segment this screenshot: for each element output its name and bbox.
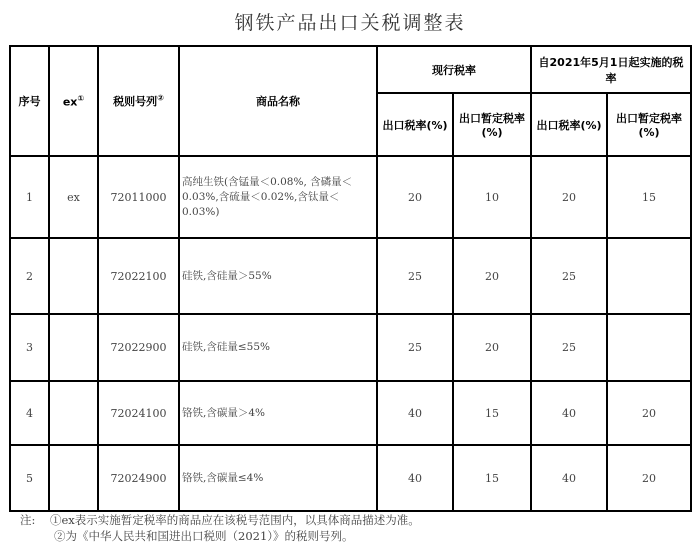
cell-new-export: 25: [531, 314, 607, 381]
cell-cur-temp: 15: [453, 445, 531, 511]
cell-ex: ex: [49, 156, 98, 238]
header-new-rate: 自2021年5月1日起实施的税率: [531, 46, 691, 93]
header-code: 税则号列②: [98, 46, 179, 156]
header-ex: ex①: [49, 46, 98, 156]
header-cur-temp: 出口暂定税率(%): [453, 93, 531, 156]
cell-seq: 5: [10, 445, 49, 511]
cell-cur-temp: 20: [453, 314, 531, 381]
cell-name: 铬铁,含碳量≤4%: [179, 445, 377, 511]
page-title: 钢铁产品出口关税调整表: [234, 12, 466, 34]
header-new-export: 出口税率(%): [531, 93, 607, 156]
header-current-rate: 现行税率: [377, 46, 531, 93]
cell-code: 72022100: [98, 238, 179, 314]
header-cur-export: 出口税率(%): [377, 93, 453, 156]
notes-label: 注:: [20, 513, 36, 527]
header-new-temp: 出口暂定税率(%): [607, 93, 691, 156]
table-row: [10, 238, 691, 314]
cell-new-temp: [607, 238, 691, 314]
cell-code: 72024100: [98, 381, 179, 445]
cell-cur-export: 40: [377, 445, 453, 511]
table-row: [10, 381, 691, 445]
cell-name: 高纯生铁(含锰量＜0.08%, 含磷量＜0.03%,含硫量＜0.02%,含钛量＜0.03%): [179, 156, 377, 238]
notes: [20, 512, 420, 544]
header-seq: 序号: [10, 46, 49, 156]
cell-seq: 3: [10, 314, 49, 381]
cell-new-export: 40: [531, 381, 607, 445]
tariff-table: [9, 45, 692, 512]
cell-new-export: 25: [531, 238, 607, 314]
cell-code: 72022900: [98, 314, 179, 381]
cell-new-temp: 20: [607, 445, 691, 511]
cell-ex: [49, 381, 98, 445]
cell-ex: [49, 314, 98, 381]
header-name: 商品名称: [179, 46, 377, 156]
cell-new-temp: 15: [607, 156, 691, 238]
table-row: [10, 156, 691, 238]
cell-cur-export: 40: [377, 381, 453, 445]
cell-cur-temp: 10: [453, 156, 531, 238]
cell-new-export: 40: [531, 445, 607, 511]
cell-ex: [49, 445, 98, 511]
cell-name: 硅铁,含硅量≤55%: [179, 314, 377, 381]
cell-cur-temp: 20: [453, 238, 531, 314]
cell-new-temp: 20: [607, 381, 691, 445]
table-row: [10, 445, 691, 511]
cell-cur-export: 20: [377, 156, 453, 238]
cell-code: 72011000: [98, 156, 179, 238]
cell-new-export: 20: [531, 156, 607, 238]
note-1: ①ex表示实施暂定税率的商品应在该税号范围内，以具体商品描述为准。: [50, 513, 420, 527]
cell-seq: 4: [10, 381, 49, 445]
table-row: [10, 314, 691, 381]
cell-cur-temp: 15: [453, 381, 531, 445]
cell-seq: 1: [10, 156, 49, 238]
cell-cur-export: 25: [377, 238, 453, 314]
cell-code: 72024900: [98, 445, 179, 511]
cell-cur-export: 25: [377, 314, 453, 381]
cell-new-temp: [607, 314, 691, 381]
note-2: ②为《中华人民共和国进出口税则（2021）》的税则号列。: [54, 529, 354, 543]
cell-ex: [49, 238, 98, 314]
cell-name: 铬铁,含碳量＞4%: [179, 381, 377, 445]
cell-name: 硅铁,含硅量＞55%: [179, 238, 377, 314]
cell-seq: 2: [10, 238, 49, 314]
